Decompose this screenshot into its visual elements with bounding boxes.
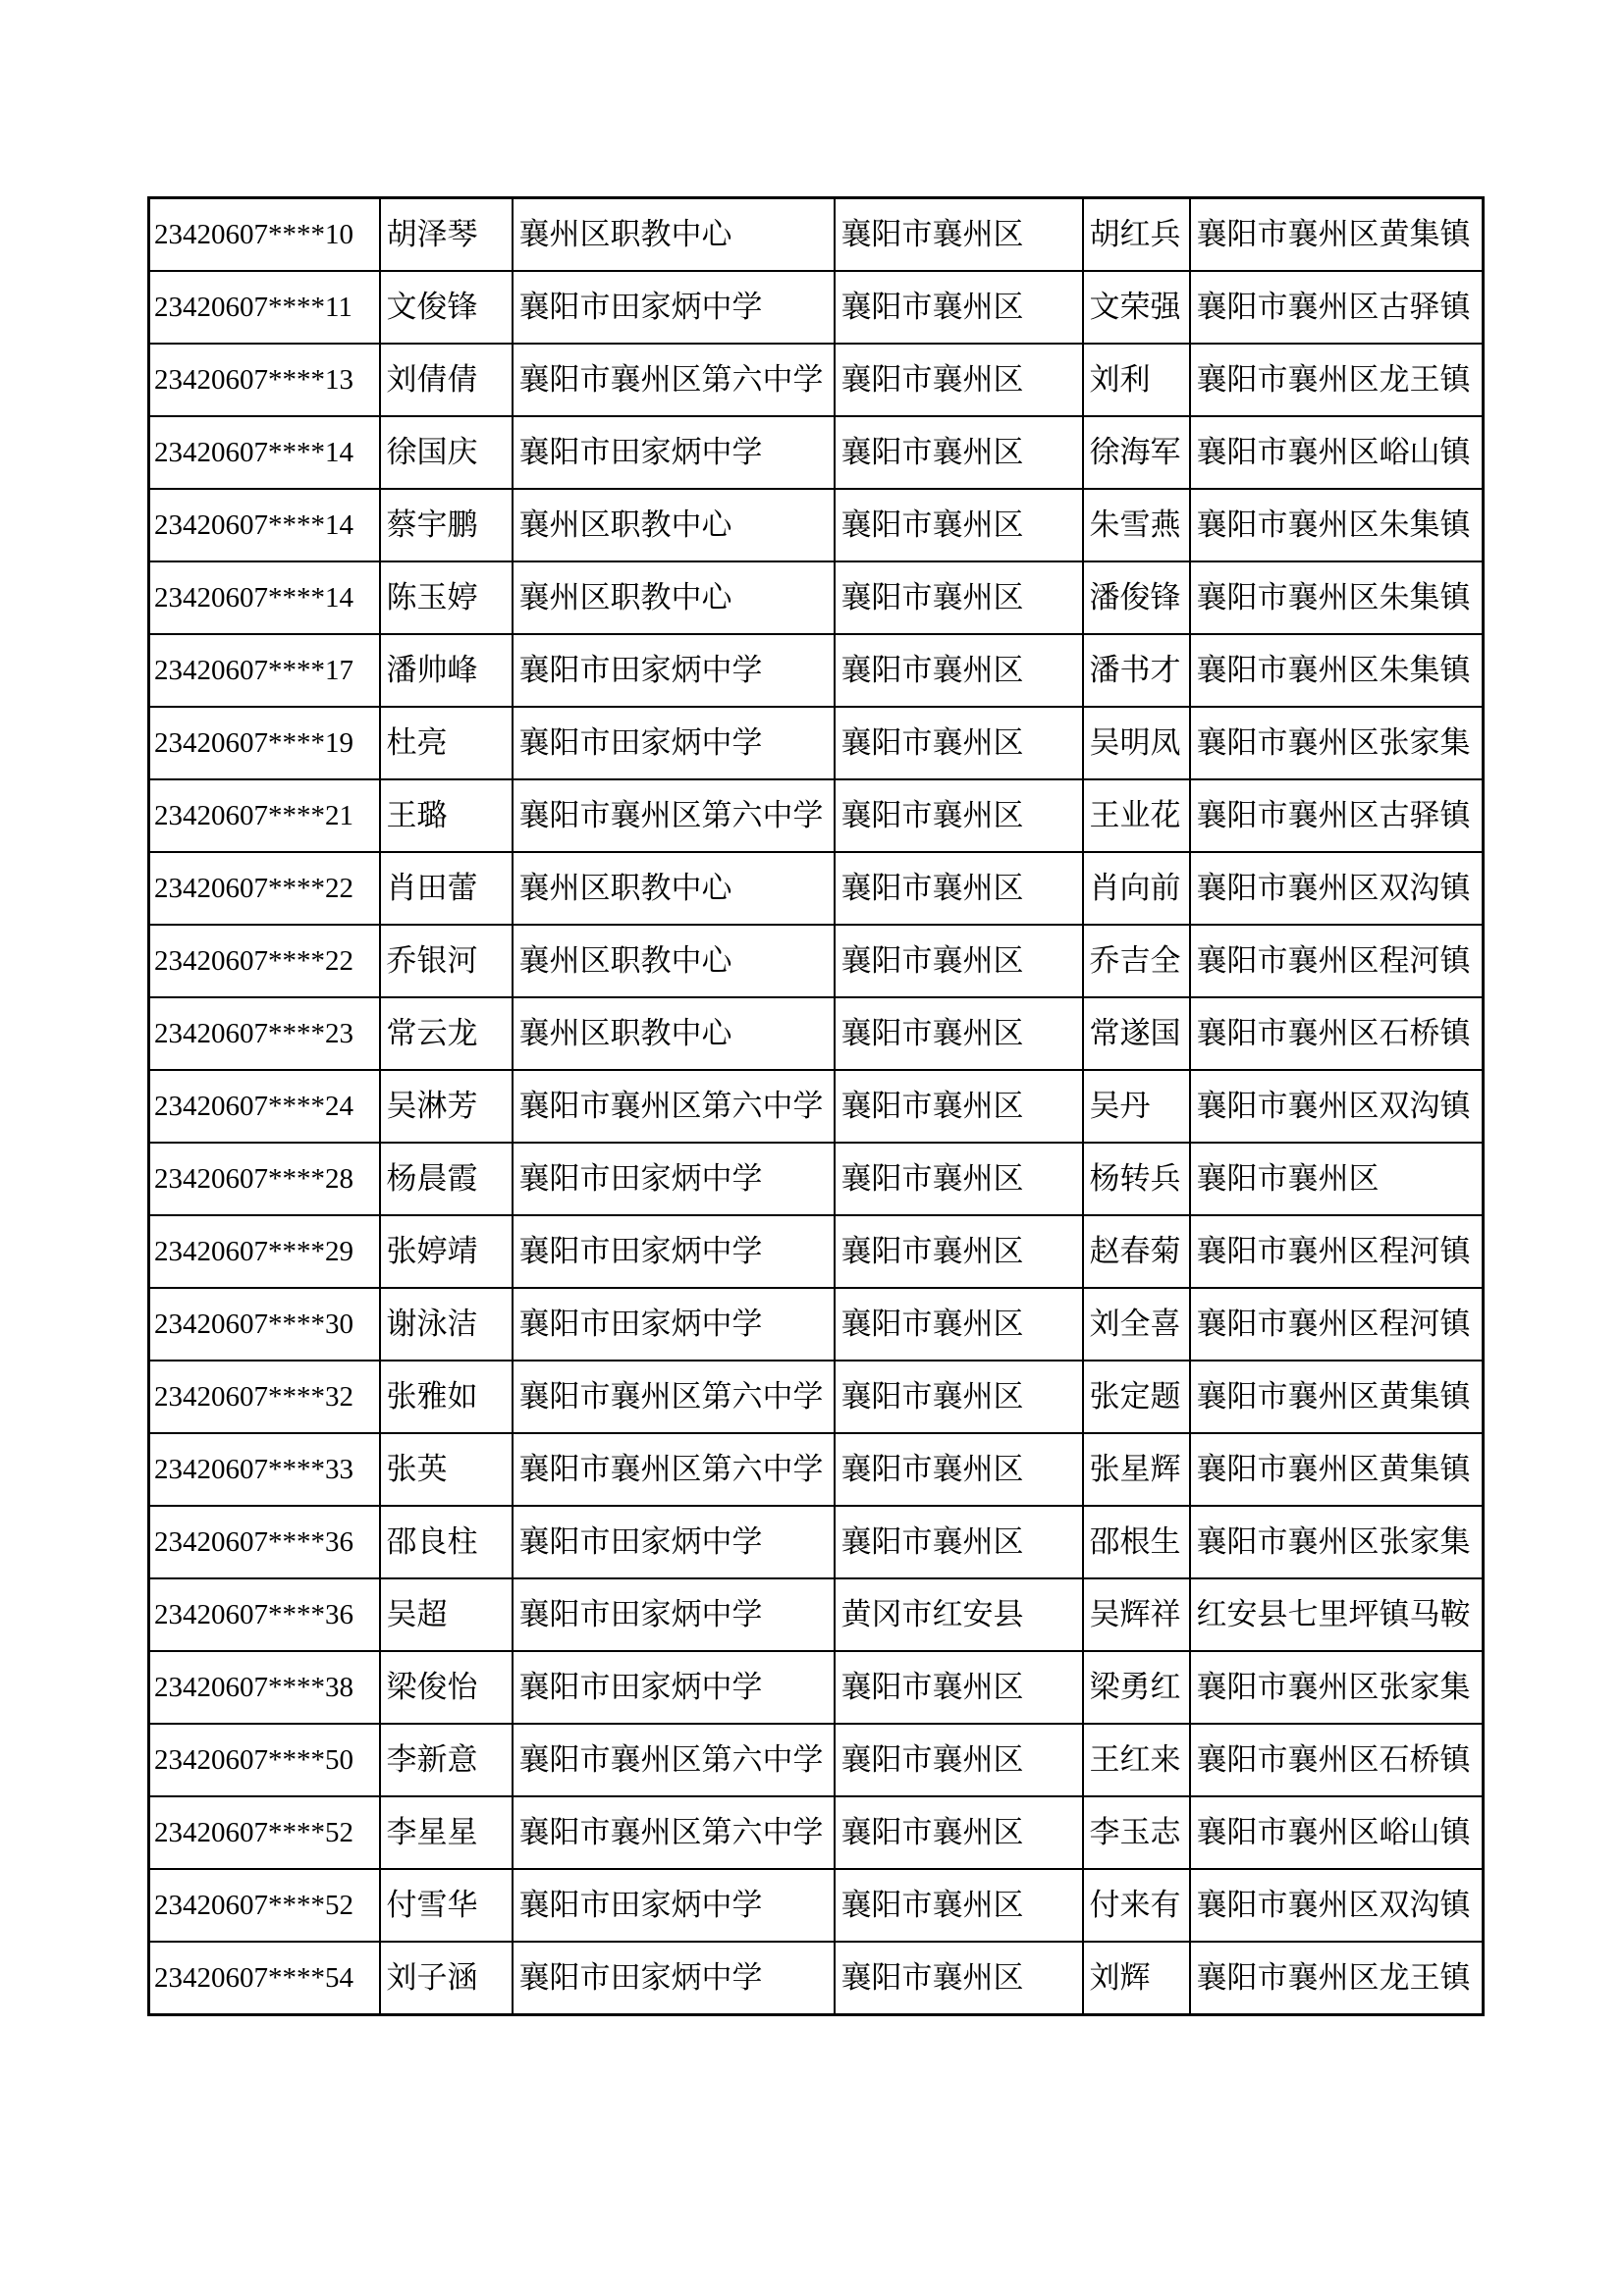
cell-guardian-name: 王红来 [1083, 1724, 1190, 1796]
cell-address: 襄阳市襄州区张家集 [1190, 1506, 1484, 1578]
cell-region: 襄阳市襄州区 [835, 1796, 1083, 1869]
cell-guardian-name: 潘俊锋 [1083, 561, 1190, 634]
cell-guardian-name: 付来有 [1083, 1869, 1190, 1942]
cell-id-number: 23420607****13 [149, 344, 380, 416]
cell-id-number: 23420607****22 [149, 852, 380, 925]
cell-address: 襄阳市襄州区双沟镇 [1190, 1070, 1484, 1143]
cell-school: 襄阳市田家炳中学 [513, 1288, 835, 1361]
cell-school: 襄州区职教中心 [513, 852, 835, 925]
cell-school: 襄州区职教中心 [513, 925, 835, 997]
cell-student-name: 杨晨霞 [380, 1143, 513, 1215]
cell-region: 襄阳市襄州区 [835, 634, 1083, 707]
cell-guardian-name: 刘辉 [1083, 1942, 1190, 2015]
cell-school: 襄阳市襄州区第六中学 [513, 344, 835, 416]
cell-address: 襄阳市襄州区朱集镇 [1190, 489, 1484, 561]
cell-region: 襄阳市襄州区 [835, 344, 1083, 416]
cell-school: 襄阳市襄州区第六中学 [513, 1796, 835, 1869]
cell-student-name: 潘帅峰 [380, 634, 513, 707]
cell-id-number: 23420607****10 [149, 198, 380, 272]
cell-region: 襄阳市襄州区 [835, 1143, 1083, 1215]
cell-student-name: 李星星 [380, 1796, 513, 1869]
cell-school: 襄阳市襄州区第六中学 [513, 1361, 835, 1433]
cell-region: 襄阳市襄州区 [835, 852, 1083, 925]
cell-school: 襄阳市田家炳中学 [513, 707, 835, 779]
cell-address: 襄阳市襄州区朱集镇 [1190, 561, 1484, 634]
cell-guardian-name: 刘全喜 [1083, 1288, 1190, 1361]
cell-region: 襄阳市襄州区 [835, 707, 1083, 779]
cell-address: 襄阳市襄州区张家集 [1190, 707, 1484, 779]
cell-student-name: 李新意 [380, 1724, 513, 1796]
cell-id-number: 23420607****30 [149, 1288, 380, 1361]
table-row [149, 561, 1484, 634]
cell-region: 黄冈市红安县 [835, 1578, 1083, 1651]
cell-id-number: 23420607****17 [149, 634, 380, 707]
cell-guardian-name: 梁勇红 [1083, 1651, 1190, 1724]
cell-school: 襄阳市田家炳中学 [513, 1506, 835, 1578]
cell-guardian-name: 吴辉祥 [1083, 1578, 1190, 1651]
cell-student-name: 邵良柱 [380, 1506, 513, 1578]
cell-guardian-name: 乔吉全 [1083, 925, 1190, 997]
cell-guardian-name: 邵根生 [1083, 1506, 1190, 1578]
table-row [149, 416, 1484, 489]
cell-id-number: 23420607****14 [149, 489, 380, 561]
cell-region: 襄阳市襄州区 [835, 1506, 1083, 1578]
cell-address: 襄阳市襄州区程河镇 [1190, 1288, 1484, 1361]
table-row [149, 1143, 1484, 1215]
cell-id-number: 23420607****54 [149, 1942, 380, 2015]
cell-address: 襄阳市襄州区程河镇 [1190, 1215, 1484, 1288]
table-row [149, 1942, 1484, 2015]
cell-student-name: 徐国庆 [380, 416, 513, 489]
cell-school: 襄阳市田家炳中学 [513, 1143, 835, 1215]
cell-guardian-name: 潘书才 [1083, 634, 1190, 707]
table-row [149, 1288, 1484, 1361]
cell-guardian-name: 赵春菊 [1083, 1215, 1190, 1288]
student-roster-table [147, 196, 1485, 2016]
cell-region: 襄阳市襄州区 [835, 1651, 1083, 1724]
cell-address: 襄阳市襄州区双沟镇 [1190, 852, 1484, 925]
cell-student-name: 吴超 [380, 1578, 513, 1651]
cell-address: 襄阳市襄州区双沟镇 [1190, 1869, 1484, 1942]
table-row [149, 1215, 1484, 1288]
roster-table-body [149, 198, 1484, 2015]
cell-school: 襄州区职教中心 [513, 561, 835, 634]
cell-region: 襄阳市襄州区 [835, 779, 1083, 852]
cell-region: 襄阳市襄州区 [835, 1288, 1083, 1361]
cell-student-name: 陈玉婷 [380, 561, 513, 634]
cell-student-name: 杜亮 [380, 707, 513, 779]
table-row [149, 1070, 1484, 1143]
cell-student-name: 张英 [380, 1433, 513, 1506]
table-row [149, 1869, 1484, 1942]
cell-region: 襄阳市襄州区 [835, 489, 1083, 561]
table-row [149, 1506, 1484, 1578]
table-row [149, 1433, 1484, 1506]
cell-address: 红安县七里坪镇马鞍 [1190, 1578, 1484, 1651]
table-row [149, 271, 1484, 344]
cell-student-name: 梁俊怡 [380, 1651, 513, 1724]
table-row [149, 1796, 1484, 1869]
cell-address: 襄阳市襄州区朱集镇 [1190, 634, 1484, 707]
cell-id-number: 23420607****14 [149, 416, 380, 489]
cell-id-number: 23420607****50 [149, 1724, 380, 1796]
cell-address: 襄阳市襄州区龙王镇 [1190, 1942, 1484, 2015]
table-row [149, 489, 1484, 561]
cell-school: 襄阳市襄州区第六中学 [513, 779, 835, 852]
table-row [149, 344, 1484, 416]
cell-guardian-name: 李玉志 [1083, 1796, 1190, 1869]
cell-student-name: 肖田蕾 [380, 852, 513, 925]
cell-student-name: 刘子涵 [380, 1942, 513, 2015]
cell-id-number: 23420607****14 [149, 561, 380, 634]
cell-school: 襄阳市田家炳中学 [513, 1942, 835, 2015]
cell-guardian-name: 王业花 [1083, 779, 1190, 852]
cell-region: 襄阳市襄州区 [835, 561, 1083, 634]
cell-school: 襄州区职教中心 [513, 997, 835, 1070]
cell-region: 襄阳市襄州区 [835, 1070, 1083, 1143]
table-row [149, 779, 1484, 852]
table-row [149, 198, 1484, 272]
cell-id-number: 23420607****38 [149, 1651, 380, 1724]
cell-guardian-name: 胡红兵 [1083, 198, 1190, 272]
cell-region: 襄阳市襄州区 [835, 1215, 1083, 1288]
cell-guardian-name: 张星辉 [1083, 1433, 1190, 1506]
cell-school: 襄阳市田家炳中学 [513, 1578, 835, 1651]
table-row [149, 925, 1484, 997]
cell-guardian-name: 刘利 [1083, 344, 1190, 416]
cell-id-number: 23420607****24 [149, 1070, 380, 1143]
cell-region: 襄阳市襄州区 [835, 416, 1083, 489]
cell-address: 襄阳市襄州区黄集镇 [1190, 1361, 1484, 1433]
cell-student-name: 吴淋芳 [380, 1070, 513, 1143]
cell-guardian-name: 吴明凤 [1083, 707, 1190, 779]
cell-address: 襄阳市襄州区峪山镇 [1190, 1796, 1484, 1869]
cell-id-number: 23420607****36 [149, 1506, 380, 1578]
cell-student-name: 付雪华 [380, 1869, 513, 1942]
cell-address: 襄阳市襄州区石桥镇 [1190, 1724, 1484, 1796]
cell-school: 襄阳市襄州区第六中学 [513, 1433, 835, 1506]
cell-region: 襄阳市襄州区 [835, 271, 1083, 344]
cell-id-number: 23420607****11 [149, 271, 380, 344]
cell-address: 襄阳市襄州区黄集镇 [1190, 1433, 1484, 1506]
cell-id-number: 23420607****21 [149, 779, 380, 852]
cell-id-number: 23420607****29 [149, 1215, 380, 1288]
cell-school: 襄州区职教中心 [513, 198, 835, 272]
table-row [149, 1724, 1484, 1796]
cell-id-number: 23420607****52 [149, 1869, 380, 1942]
cell-address: 襄阳市襄州区古驿镇 [1190, 271, 1484, 344]
cell-school: 襄阳市襄州区第六中学 [513, 1724, 835, 1796]
cell-region: 襄阳市襄州区 [835, 925, 1083, 997]
cell-address: 襄阳市襄州区龙王镇 [1190, 344, 1484, 416]
cell-student-name: 文俊锋 [380, 271, 513, 344]
cell-student-name: 乔银河 [380, 925, 513, 997]
cell-school: 襄阳市田家炳中学 [513, 1215, 835, 1288]
cell-region: 襄阳市襄州区 [835, 1942, 1083, 2015]
cell-region: 襄阳市襄州区 [835, 997, 1083, 1070]
cell-address: 襄阳市襄州区古驿镇 [1190, 779, 1484, 852]
cell-school: 襄阳市田家炳中学 [513, 1869, 835, 1942]
cell-school: 襄阳市田家炳中学 [513, 416, 835, 489]
cell-id-number: 23420607****19 [149, 707, 380, 779]
cell-school: 襄阳市田家炳中学 [513, 634, 835, 707]
cell-guardian-name: 常遂国 [1083, 997, 1190, 1070]
cell-address: 襄阳市襄州区张家集 [1190, 1651, 1484, 1724]
table-row [149, 1651, 1484, 1724]
cell-school: 襄阳市田家炳中学 [513, 271, 835, 344]
cell-guardian-name: 文荣强 [1083, 271, 1190, 344]
cell-region: 襄阳市襄州区 [835, 1869, 1083, 1942]
cell-guardian-name: 吴丹 [1083, 1070, 1190, 1143]
cell-student-name: 刘倩倩 [380, 344, 513, 416]
cell-id-number: 23420607****28 [149, 1143, 380, 1215]
cell-student-name: 张婷靖 [380, 1215, 513, 1288]
table-row [149, 1578, 1484, 1651]
table-row [149, 997, 1484, 1070]
cell-region: 襄阳市襄州区 [835, 1433, 1083, 1506]
cell-student-name: 蔡宇鹏 [380, 489, 513, 561]
table-row [149, 707, 1484, 779]
cell-address: 襄阳市襄州区石桥镇 [1190, 997, 1484, 1070]
cell-address: 襄阳市襄州区黄集镇 [1190, 198, 1484, 272]
cell-guardian-name: 朱雪燕 [1083, 489, 1190, 561]
cell-guardian-name: 肖向前 [1083, 852, 1190, 925]
cell-id-number: 23420607****23 [149, 997, 380, 1070]
cell-id-number: 23420607****36 [149, 1578, 380, 1651]
cell-school: 襄阳市襄州区第六中学 [513, 1070, 835, 1143]
cell-school: 襄阳市田家炳中学 [513, 1651, 835, 1724]
cell-region: 襄阳市襄州区 [835, 1361, 1083, 1433]
cell-id-number: 23420607****32 [149, 1361, 380, 1433]
cell-guardian-name: 徐海军 [1083, 416, 1190, 489]
table-row [149, 1361, 1484, 1433]
cell-student-name: 常云龙 [380, 997, 513, 1070]
table-row [149, 634, 1484, 707]
cell-region: 襄阳市襄州区 [835, 198, 1083, 272]
cell-student-name: 胡泽琴 [380, 198, 513, 272]
cell-guardian-name: 张定题 [1083, 1361, 1190, 1433]
cell-student-name: 谢泳洁 [380, 1288, 513, 1361]
cell-id-number: 23420607****22 [149, 925, 380, 997]
cell-address: 襄阳市襄州区程河镇 [1190, 925, 1484, 997]
cell-region: 襄阳市襄州区 [835, 1724, 1083, 1796]
cell-id-number: 23420607****33 [149, 1433, 380, 1506]
cell-id-number: 23420607****52 [149, 1796, 380, 1869]
cell-guardian-name: 杨转兵 [1083, 1143, 1190, 1215]
cell-address: 襄阳市襄州区峪山镇 [1190, 416, 1484, 489]
cell-school: 襄州区职教中心 [513, 489, 835, 561]
cell-address: 襄阳市襄州区 [1190, 1143, 1484, 1215]
table-row [149, 852, 1484, 925]
cell-student-name: 王璐 [380, 779, 513, 852]
cell-student-name: 张雅如 [380, 1361, 513, 1433]
